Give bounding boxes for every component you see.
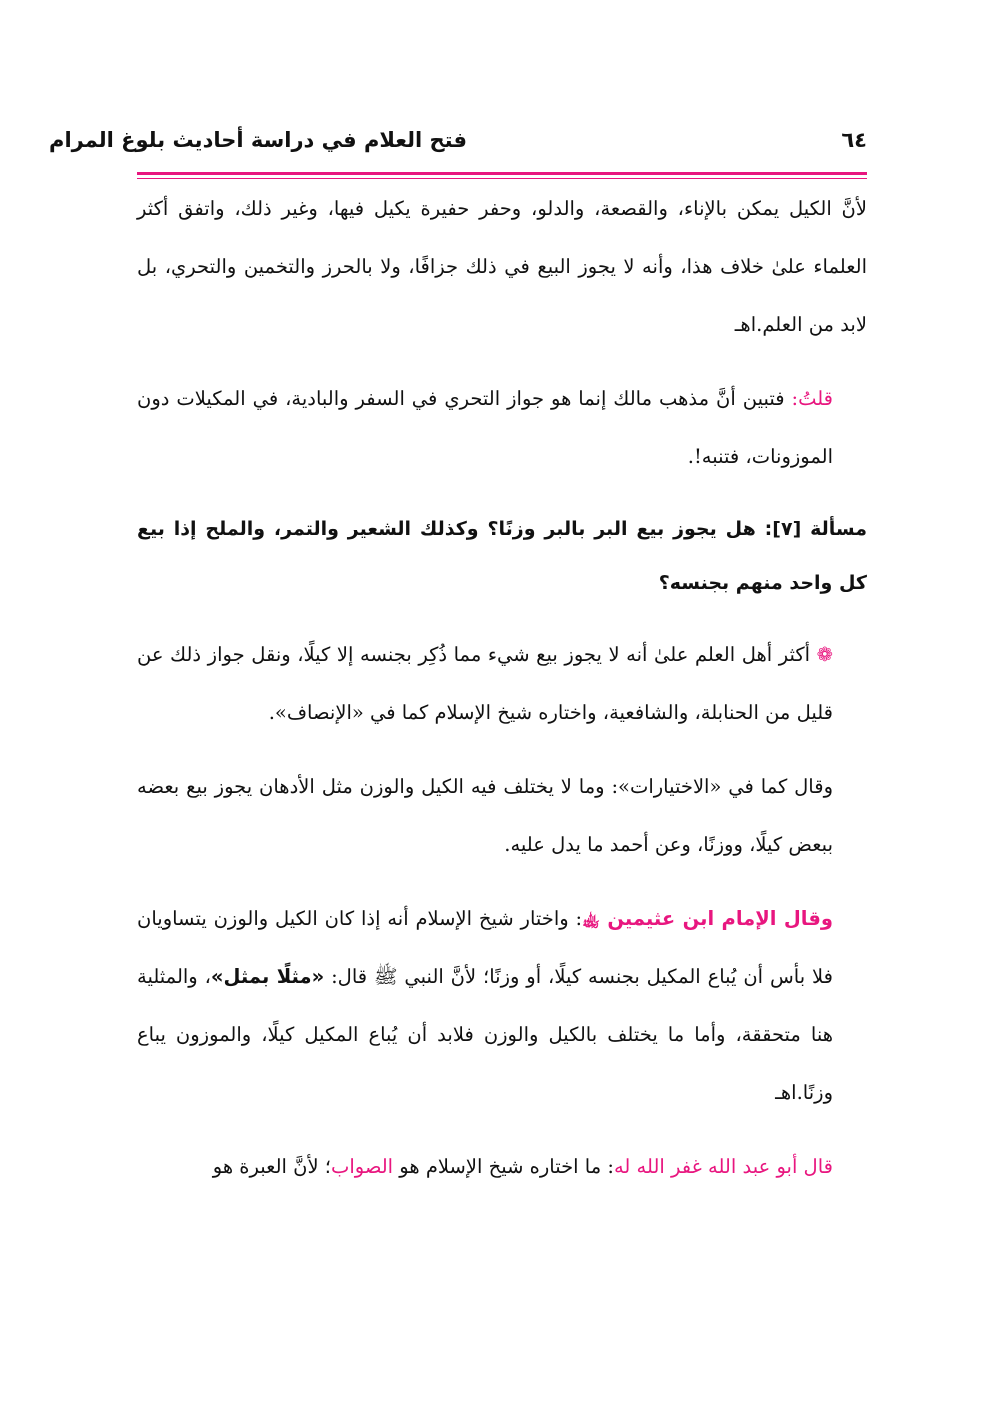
paragraph-1 xyxy=(137,180,867,354)
page-number: ٦٤ xyxy=(841,128,867,152)
question-label: مسألة [٧]: xyxy=(764,518,868,540)
paragraph-1-text: لأنَّ الكيل يمكن بالإناء، والقصعة، والدلو، وحفر حفيرة يكيل فيها، وغير ذلك، واتفق أكثر العلماء علىٰ خلاف هذا، وأنه لا يجوز البيع في ذلك جزافًا، ولا بالحرز والتخمين والتحري، بل لابد من العلم.اهـ xyxy=(137,197,867,336)
hadith-quote: «مثلًا بمثل» xyxy=(210,965,325,988)
paragraph-6 xyxy=(137,1138,867,1196)
flower-bullet-icon: ❁ xyxy=(816,643,833,666)
paragraph-6-text-b: ؛ لأنَّ العبرة هو xyxy=(212,1155,331,1178)
question-heading xyxy=(137,502,867,610)
paragraph-3 xyxy=(137,626,867,742)
paragraph-5-text-b: ، والمثلية هنا متحققة، وأما ما يختلف بالكيل والوزن فلابد أن يُباع المكيل كيلًا، والموزون يباع وزنًا.اهـ xyxy=(137,965,833,1104)
paragraph-5 xyxy=(137,890,867,1122)
question-text: هل يجوز بيع البر بالبر وزنًا؟ وكذلك الشعير والتمر، والملح إذا بيع كل واحد منهم بجنسه؟ xyxy=(137,518,867,594)
author-label: قال أبو عبد الله غفر الله له xyxy=(613,1155,833,1178)
header-title: فتح العلام في دراسة أحاديث بلوغ المرام xyxy=(49,128,467,152)
header-rule-thick xyxy=(137,172,867,175)
running-header xyxy=(49,126,867,166)
paragraph-4 xyxy=(137,758,867,874)
paragraph-3-text: أكثر أهل العلم علىٰ أنه لا يجوز بيع شيء مما ذُكِر بجنسه إلا كيلًا، ونقل جواز ذلك عن قليل من الحنابلة، والشافعية، واختاره شيخ الإسلام كما في «الإنصاف». xyxy=(137,643,833,724)
highlight-sawab: الصواب xyxy=(330,1155,394,1178)
ibn-uthaymin-label: وقال الإمام ابن عثيمين ﵀ xyxy=(582,907,833,930)
paragraph-4-text: وقال كما في «الاختيارات»: وما لا يختلف فيه الكيل والوزن مثل الأدهان يجوز بيع بعضه ببعض كيلًا، ووزنًا، وعن أحمد ما يدل عليه. xyxy=(137,775,833,856)
paragraph-2-text: فتبين أنَّ مذهب مالك إنما هو جواز التحري في السفر والبادية، في المكيلات دون الموزونات، فتنبه!. xyxy=(137,387,833,468)
paragraph-6-text-a: : ما اختاره شيخ الإسلام هو xyxy=(393,1155,614,1178)
header-rule-thin xyxy=(137,178,867,179)
qultu-label: قلتُ: xyxy=(791,387,833,410)
body-text xyxy=(137,180,867,1196)
paragraph-2 xyxy=(137,370,867,486)
paragraph-5-text-a: : واختار شيخ الإسلام أنه إذا كان الكيل والوزن يتساويان فلا بأس أن يُباع المكيل بجنسه كيلًا، أو وزنًا؛ لأنَّ النبي ﷺ قال: xyxy=(137,907,833,988)
